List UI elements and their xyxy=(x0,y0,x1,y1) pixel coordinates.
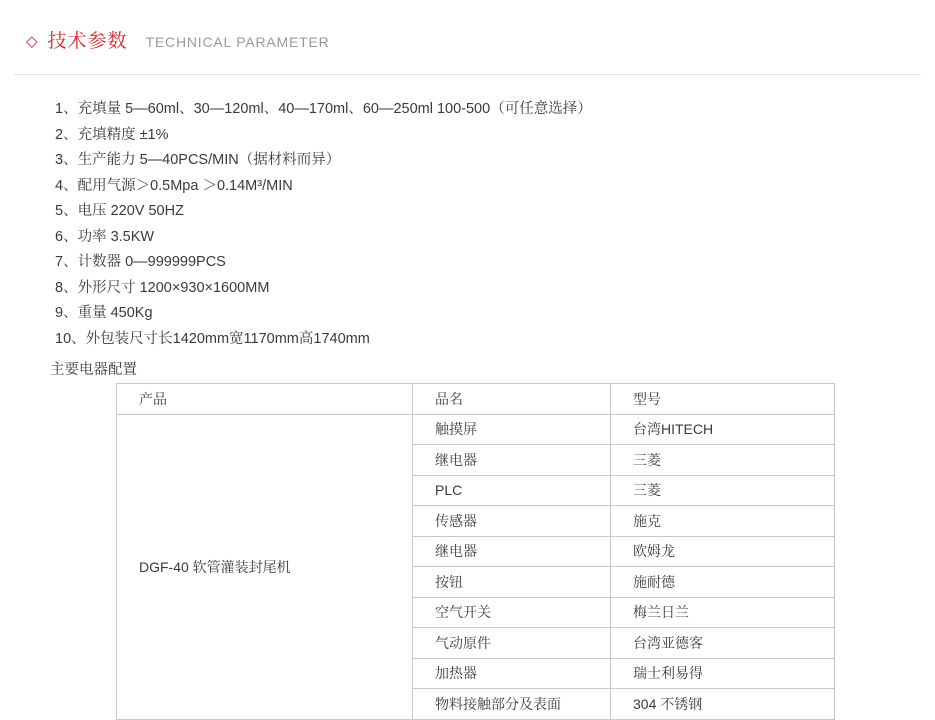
list-item: 2、充填精度 ±1% xyxy=(55,126,169,143)
component-name: 继电器 xyxy=(413,445,611,476)
list-item: 9、重量 450Kg xyxy=(55,305,153,321)
component-name: 继电器 xyxy=(413,536,611,567)
table-caption: 主要电器配置 xyxy=(50,362,137,378)
page-title: 技术参数 xyxy=(47,31,128,52)
component-name: 空气开关 xyxy=(413,597,611,628)
table-header-row xyxy=(117,384,835,415)
header-divider xyxy=(14,74,921,75)
table-row xyxy=(117,414,835,445)
component-name: PLC xyxy=(413,475,611,506)
component-name: 物料接触部分及表面 xyxy=(413,689,611,720)
component-model: 三菱 xyxy=(611,445,835,476)
component-model: 梅兰日兰 xyxy=(611,597,835,628)
list-item: 10、外包装尺寸长1420mm宽1170mm高1740mm xyxy=(55,330,370,347)
component-model: 304 不锈钢 xyxy=(611,689,835,720)
component-name: 加热器 xyxy=(413,658,611,689)
specification-list xyxy=(0,97,935,352)
list-item: 8、外形尺寸 1200×930×1600MM xyxy=(55,279,270,296)
page-subtitle: TECHNICAL PARAMETER xyxy=(145,34,330,50)
list-item: 7、计数器 0—999999PCS xyxy=(55,254,226,270)
list-item: 5、电压 220V 50HZ xyxy=(55,203,184,219)
diamond-icon: ◇ xyxy=(26,33,38,50)
component-model: 瑞士利易得 xyxy=(611,658,835,689)
electrical-config-table xyxy=(116,383,835,720)
list-item: 3、生产能力 5—40PCS/MIN（据材料而异） xyxy=(55,152,341,168)
column-header-model: 型号 xyxy=(611,384,835,415)
list-item: 4、配用气源＞0.5Mpa ＞0.14M³/MIN xyxy=(55,177,293,194)
component-model: 施克 xyxy=(611,506,835,537)
component-name: 气动原件 xyxy=(413,628,611,659)
component-name: 传感器 xyxy=(413,506,611,537)
list-item: 1、充填量 5—60ml、30—120ml、40—170ml、60—250ml 100-500（可任意选择） xyxy=(55,101,592,117)
column-header-name: 品名 xyxy=(413,384,611,415)
component-model: 台湾亚德客 xyxy=(611,628,835,659)
config-table-wrapper xyxy=(116,383,935,720)
column-header-product: 产品 xyxy=(117,384,413,415)
component-model: 欧姆龙 xyxy=(611,536,835,567)
component-model: 三菱 xyxy=(611,475,835,506)
component-name: 按钮 xyxy=(413,567,611,598)
component-name: 触摸屏 xyxy=(413,414,611,445)
list-item: 6、功率 3.5KW xyxy=(55,228,155,245)
product-name-cell: DGF-40 软管灌装封尾机 xyxy=(117,414,413,719)
component-model: 台湾HITECH xyxy=(611,414,835,445)
component-model: 施耐德 xyxy=(611,567,835,598)
section-header xyxy=(0,0,935,60)
